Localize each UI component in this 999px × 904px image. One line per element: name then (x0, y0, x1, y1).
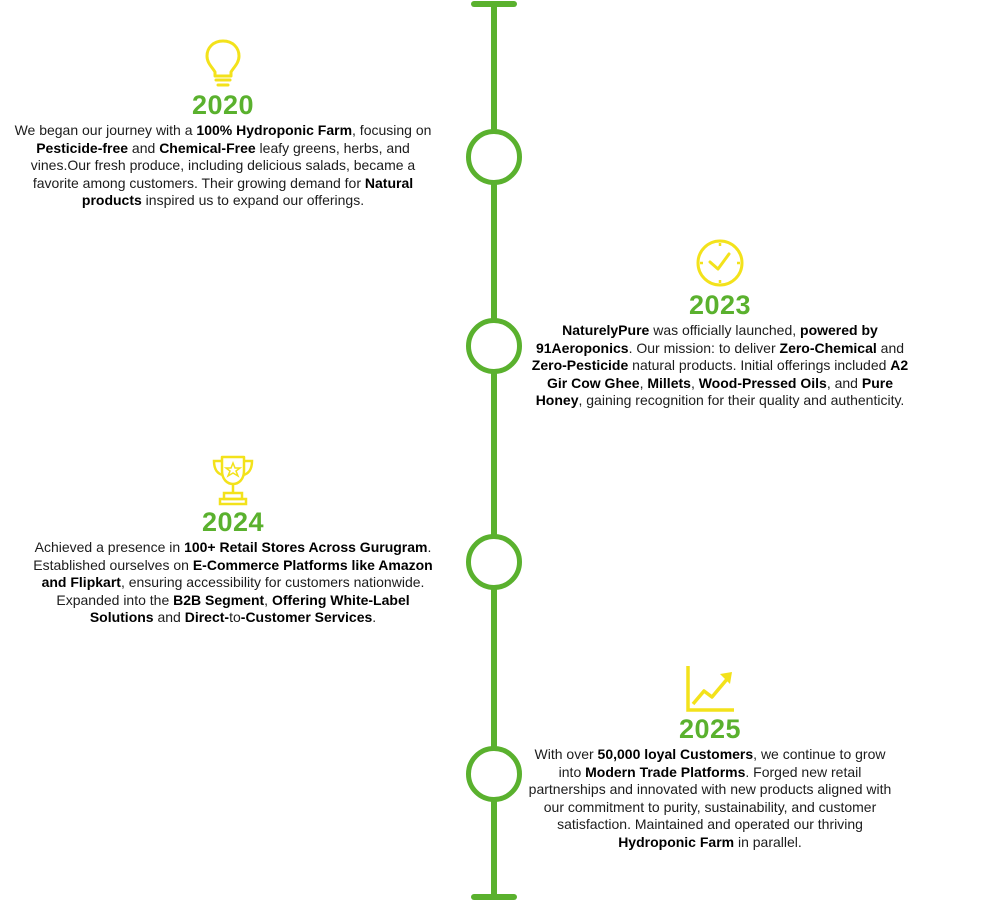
timeline-entry-2023 (531, 236, 909, 410)
bold-highlight: Direct- (184, 609, 230, 625)
bold-highlight: E-Commerce Platforms like Amazon and Flipkart (41, 556, 433, 590)
timeline-node-2020 (466, 129, 522, 185)
timeline-entry-2024 (28, 453, 438, 627)
timeline-node-2023 (466, 318, 522, 374)
bold-highlight: A2 Gir Cow Ghee (547, 357, 909, 391)
entry-description: With over 50,000 loyal Customers, we continue to grow into Modern Trade Platforms. Forged new retail partnerships and innovated with new products aligned with our commitment to purity, sustainability, and customer satisfaction. Maintained and operated our thriving Hydroponic Farm in parallel. (528, 746, 892, 850)
entry-description: Achieved a presence in 100+ Retail Stores Across Gurugram. Established ourselves on E-Commerce Platforms like Amazon and Flipkart, ensuring accessibility for customers nationwide. Expanded into the B2B Segment, Offering White-Label Solutions and Direct-to-Customer Services. (33, 539, 433, 625)
timeline-entry-2020 (8, 38, 438, 210)
year-heading: 2025 (678, 714, 742, 744)
bold-highlight: 100+ Retail Stores Across Gurugram (184, 539, 428, 555)
year-heading: 2020 (191, 90, 255, 120)
bold-highlight: NaturelyPure (562, 322, 650, 338)
bold-highlight: Zero-Pesticide (531, 357, 629, 373)
bold-highlight: Hydroponic Farm (618, 833, 735, 850)
bold-highlight: Millets (647, 374, 691, 391)
timeline-node-2024 (466, 534, 522, 590)
bold-highlight: Offering White-Label Solutions (89, 591, 410, 625)
timeline-bottom-cap (471, 894, 517, 900)
bold-highlight: Natural products (81, 174, 414, 208)
entry-description: NaturelyPure was officially launched, powered by 91Aeroponics. Our mission: to deliver Zero-Chemical and Zero-Pesticide natural products. Initial offerings included A2 Gir Cow Ghee, Millets, Wood-Pressed Oils, and Pure Honey, gaining recognition for their quality and authenticity. (531, 322, 909, 408)
timeline-node-2025 (466, 746, 522, 802)
bold-highlight: Wood-Pressed Oils (698, 374, 827, 391)
bold-highlight: B2B Segment (173, 591, 265, 608)
timeline-entry-2025 (528, 664, 892, 851)
bold-highlight: Pure Honey (535, 374, 893, 408)
bold-highlight: 100% Hydroponic Farm (196, 122, 353, 138)
bold-highlight: Modern Trade Platforms (585, 763, 746, 780)
year-heading: 2024 (201, 507, 265, 537)
lightbulb-icon (203, 38, 243, 90)
bold-highlight: Zero-Chemical (779, 339, 877, 356)
entry-description: We began our journey with a 100% Hydroponic Farm, focusing on Pesticide-free and Chemical-Free leafy greens, herbs, and vines.Our fresh produce, including delicious salads, became a favorite among customers. Their growing demand for Natural products inspired us to expand our offerings. (14, 122, 432, 208)
timeline-top-cap (471, 1, 517, 7)
bold-highlight: powered by 91Aeroponics (535, 322, 878, 356)
bold-highlight: Pesticide-free (36, 139, 129, 156)
growth-chart-icon (684, 664, 736, 714)
bold-highlight: Chemical-Free (159, 139, 256, 156)
year-heading: 2023 (688, 290, 752, 320)
bold-highlight: 50,000 loyal Customers (597, 746, 754, 762)
clock-icon (693, 236, 747, 290)
bold-highlight: -Customer Services (240, 609, 373, 625)
trophy-icon (209, 453, 257, 507)
